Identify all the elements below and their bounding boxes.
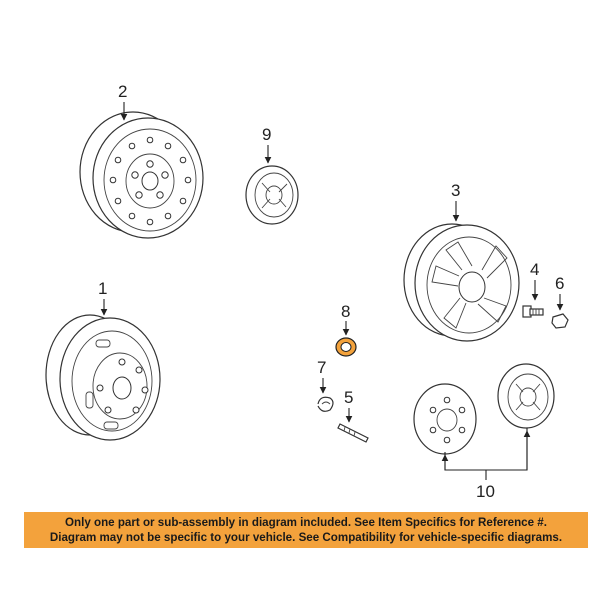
disclaimer-line-2: Diagram may not be specific to your vehicle. See Compatibility for vehicle-specific diagrams.: [49, 531, 563, 544]
callout-3: [451, 181, 460, 221]
ring-part-8-highlighted[interactable]: [336, 338, 356, 356]
callout-8: [341, 302, 350, 335]
wheel-part-2[interactable]: [80, 112, 203, 238]
callout-4: [530, 260, 539, 300]
svg-text:4: 4: [530, 260, 540, 279]
bolt-part-4[interactable]: [523, 306, 543, 317]
nut-part-6[interactable]: [552, 314, 568, 328]
svg-text:3: 3: [451, 181, 461, 200]
hub-cap-part-9[interactable]: [246, 166, 298, 224]
svg-text:6: 6: [555, 274, 565, 293]
svg-text:10: 10: [476, 482, 495, 501]
wheel-cover-part-10-left[interactable]: [414, 384, 476, 454]
callout-5: [344, 388, 353, 422]
disclaimer-banner: [24, 512, 588, 548]
svg-text:9: 9: [262, 125, 272, 144]
callout-9: [262, 125, 271, 163]
callout-6: [555, 274, 564, 310]
svg-text:5: 5: [344, 388, 354, 407]
svg-text:1: 1: [98, 279, 108, 298]
wheel-part-3[interactable]: [404, 224, 519, 341]
disclaimer-line-1: Only one part or sub-assembly in diagram included. See Item Specifics for Reference #.: [65, 516, 547, 529]
wheel-part-1[interactable]: [46, 315, 160, 440]
svg-text:7: 7: [317, 358, 327, 377]
stud-part-5[interactable]: [338, 424, 368, 442]
wheel-cover-part-10-right[interactable]: [498, 364, 554, 428]
callout-1: [98, 279, 107, 315]
callout-7: [317, 358, 326, 393]
svg-text:8: 8: [341, 302, 351, 321]
svg-text:2: 2: [118, 82, 128, 101]
clip-part-7[interactable]: [318, 397, 333, 411]
